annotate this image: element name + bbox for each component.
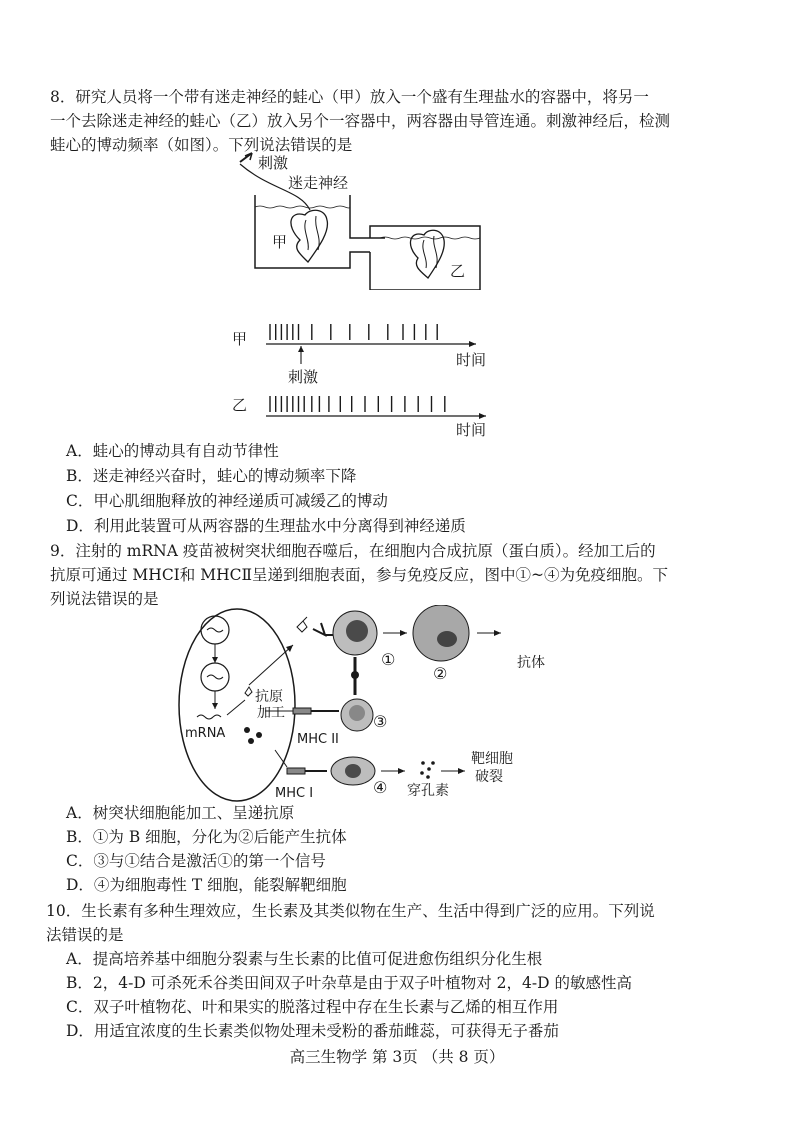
q9-line-2: 抗原可通过 MHCⅠ和 MHCⅡ呈递到细胞表面，参与免疫反应，图中①~④为免疫细胞。下 — [50, 566, 668, 584]
perforin-dots-icon — [420, 761, 435, 779]
stimulus-label: 刺激 — [258, 154, 289, 172]
q8-line-1: 8．研究人员将一个带有迷走神经的蛙心（甲）放入一个盛有生理盐水的容器中，将另一 — [50, 88, 649, 106]
nerve-label: 迷走神经 — [288, 174, 349, 192]
page-footer: 高三生物学 第 3页 （共 8 页） — [289, 1048, 505, 1066]
q9-immune-figure — [175, 605, 575, 805]
q10-option-d: D．用适宜浓度的生长素类似物处理未受粉的番茄雌蕊，可获得无子番茄 — [66, 1022, 559, 1040]
q9-option-a: A．树突状细胞能加工、呈递抗原 — [66, 804, 295, 822]
q10-option-b: B．2，4-D 可杀死禾谷类田间双子叶杂草是由于双子叶植物对 2，4-D 的敏感性高 — [66, 974, 632, 992]
mrna-label: mRNA — [185, 726, 226, 741]
q9-option-d: D．④为细胞毒性 T 细胞，能裂解靶细胞 — [66, 876, 347, 894]
q8-option-b: B．迷走神经兴奋时，蛙心的博动频率下降 — [66, 467, 357, 485]
target-cell-label: 靶细胞 — [471, 751, 513, 767]
q8-spike-figure — [228, 310, 498, 440]
perforin-label: 穿孔素 — [407, 783, 449, 799]
row-b-spikes — [270, 396, 445, 412]
time-label-b: 时间 — [456, 421, 487, 439]
mhc2-label: MHC II — [297, 732, 339, 747]
target-burst-label: 破裂 — [475, 769, 503, 785]
stimulus-arrow-label: 刺激 — [288, 368, 319, 386]
cell-2-label: ② — [433, 664, 448, 683]
q8-option-d: D．利用此装置可从两容器的生理盐水中分离得到神经递质 — [66, 517, 466, 535]
cell-1-label: ① — [381, 650, 396, 669]
q8-apparatus-figure — [230, 150, 530, 290]
heart-a-label: 甲 — [272, 233, 288, 251]
q8-line-3: 蛙心的博动频率（如图）。下列说法错误的是 — [50, 136, 353, 154]
q10-option-c: C．双子叶植物花、叶和果实的脱落过程中存在生长素与乙烯的相互作用 — [66, 998, 559, 1016]
q9-option-c: C．③与①结合是激活①的第一个信号 — [66, 852, 326, 870]
cell-4-label: ④ — [373, 778, 388, 797]
q9-option-b: B．①为 B 细胞，分化为②后能产生抗体 — [66, 828, 347, 846]
heart-b-label: 乙 — [450, 262, 466, 280]
row-b-label: 乙 — [232, 396, 248, 414]
q9-line-3: 列说法错误的是 — [50, 590, 159, 608]
cell-3-label: ③ — [373, 712, 388, 731]
antigen-label: 抗原 — [255, 689, 283, 705]
q10-line-1: 10．生长素有多种生理效应，生长素及其类似物在生产、生活中得到广泛的应用。下列说 — [46, 902, 655, 920]
mhc1-label: MHC I — [275, 786, 314, 801]
time-label-a: 时间 — [456, 351, 487, 369]
q9-line-1: 9．注射的 mRNA 疫苗被树突状细胞吞噬后，在细胞内合成抗原（蛋白质）。经加工后的 — [50, 542, 656, 560]
row-a-label: 甲 — [232, 330, 248, 348]
q8-line-2: 一个去除迷走神经的蛙心（乙）放入另个一容器中，两容器由导管连通。刺激神经后，检测 — [50, 112, 671, 130]
antibody-label: 抗体 — [517, 655, 545, 671]
process-label: 加工 — [257, 705, 285, 721]
heart-a-icon — [291, 210, 328, 262]
q8-option-c: C．甲心肌细胞释放的神经递质可减缓乙的博动 — [66, 492, 388, 510]
q10-option-a: A．提高培养基中细胞分裂素与生长素的比值可促进愈伤组织分化生根 — [66, 950, 543, 968]
q10-line-2: 法错误的是 — [46, 926, 124, 944]
q8-option-a: A．蛙心的博动具有自动节律性 — [66, 442, 279, 460]
row-a-spikes — [270, 324, 437, 340]
